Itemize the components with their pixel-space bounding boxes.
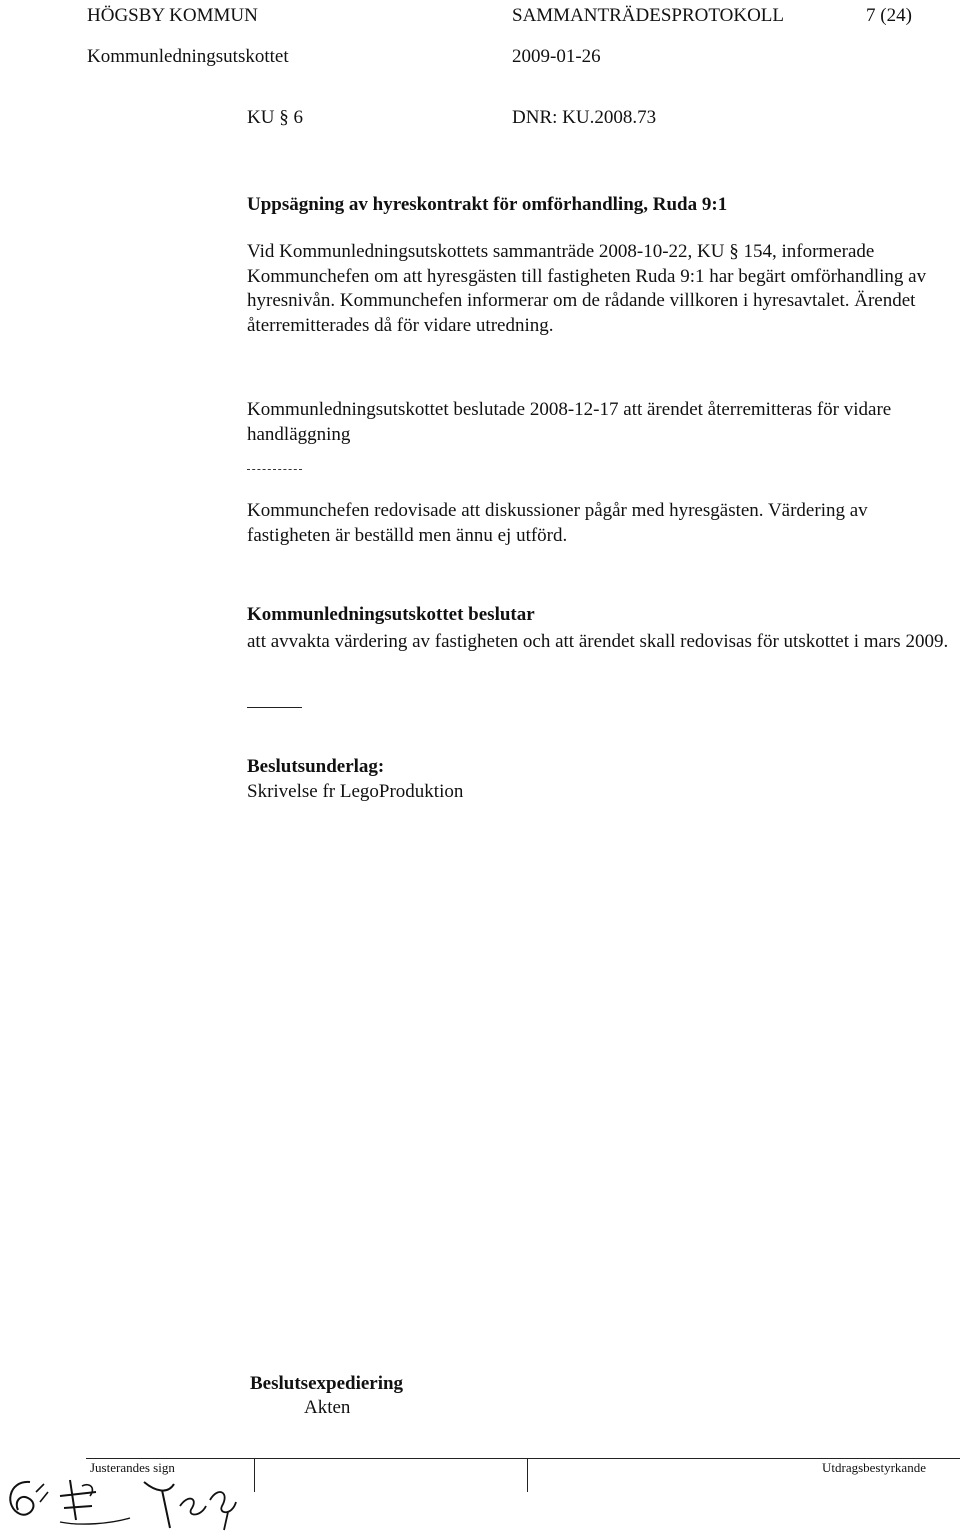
body-paragraph-3 [247,499,952,548]
footer-divider-1 [254,1458,255,1492]
separator-short-1 [247,469,302,470]
body-text-1: Vid Kommunledningsutskottets sammanträde 2008-10-22, KU § 154, informerade Kommunchefen om att hyresgästen till fastigheten Ruda 9:1 har begärt omförhandling av hyresnivån. Kommunchefen informerar om de rådande villkoren i hyresavtalet. Ärendet återremitterades då för vidare utredning. [247,241,927,336]
adjuster-sign-label: Justerandes sign [90,1460,175,1475]
committee-name: Kommunledningsutskottet [87,46,289,67]
signature-2-image [140,1472,250,1532]
paragraph-ref: KU § 6 [247,107,303,128]
body-paragraph-2 [247,398,952,447]
separator-short-2 [247,707,302,708]
footer-divider-2 [527,1458,528,1492]
body-text-3: Kommunchefen redovisade att diskussioner pågår med hyresgästen. Värdering av fastigheten är beställd men ännu ej utförd. [247,500,868,546]
item-title: Uppsägning av hyreskontrakt för omförhandling, Ruda 9:1 [247,194,728,215]
body-text-2: Kommunledningsutskottet beslutade 2008-12-17 att ärendet återremitteras för vidare handläggning [247,399,892,445]
footer-line [86,1458,960,1459]
meeting-date: 2009-01-26 [512,46,601,67]
municipality-name: HÖGSBY KOMMUN [87,5,258,26]
decision-heading: Kommunledningsutskottet beslutar [247,604,535,625]
decision-paragraph [247,630,952,655]
dispatch-recipient: Akten [304,1397,351,1418]
decision-text: att avvakta värdering av fastigheten och att ärendet skall redovisas för utskottet i mars 2009. [247,631,949,652]
protocol-title: SAMMANTRÄDESPROTOKOLL [512,5,785,26]
basis-heading: Beslutsunderlag: [247,756,385,777]
signature-1-image [0,1462,160,1532]
basis-text: Skrivelse fr LegoProduktion [247,781,464,802]
dnr-number: DNR: KU.2008.73 [512,107,657,128]
certifier-label: Utdragsbestyrkande [822,1460,926,1475]
page-number: 7 (24) [866,5,912,26]
dispatch-heading: Beslutsexpediering [250,1373,404,1394]
body-paragraph-1 [247,240,952,338]
